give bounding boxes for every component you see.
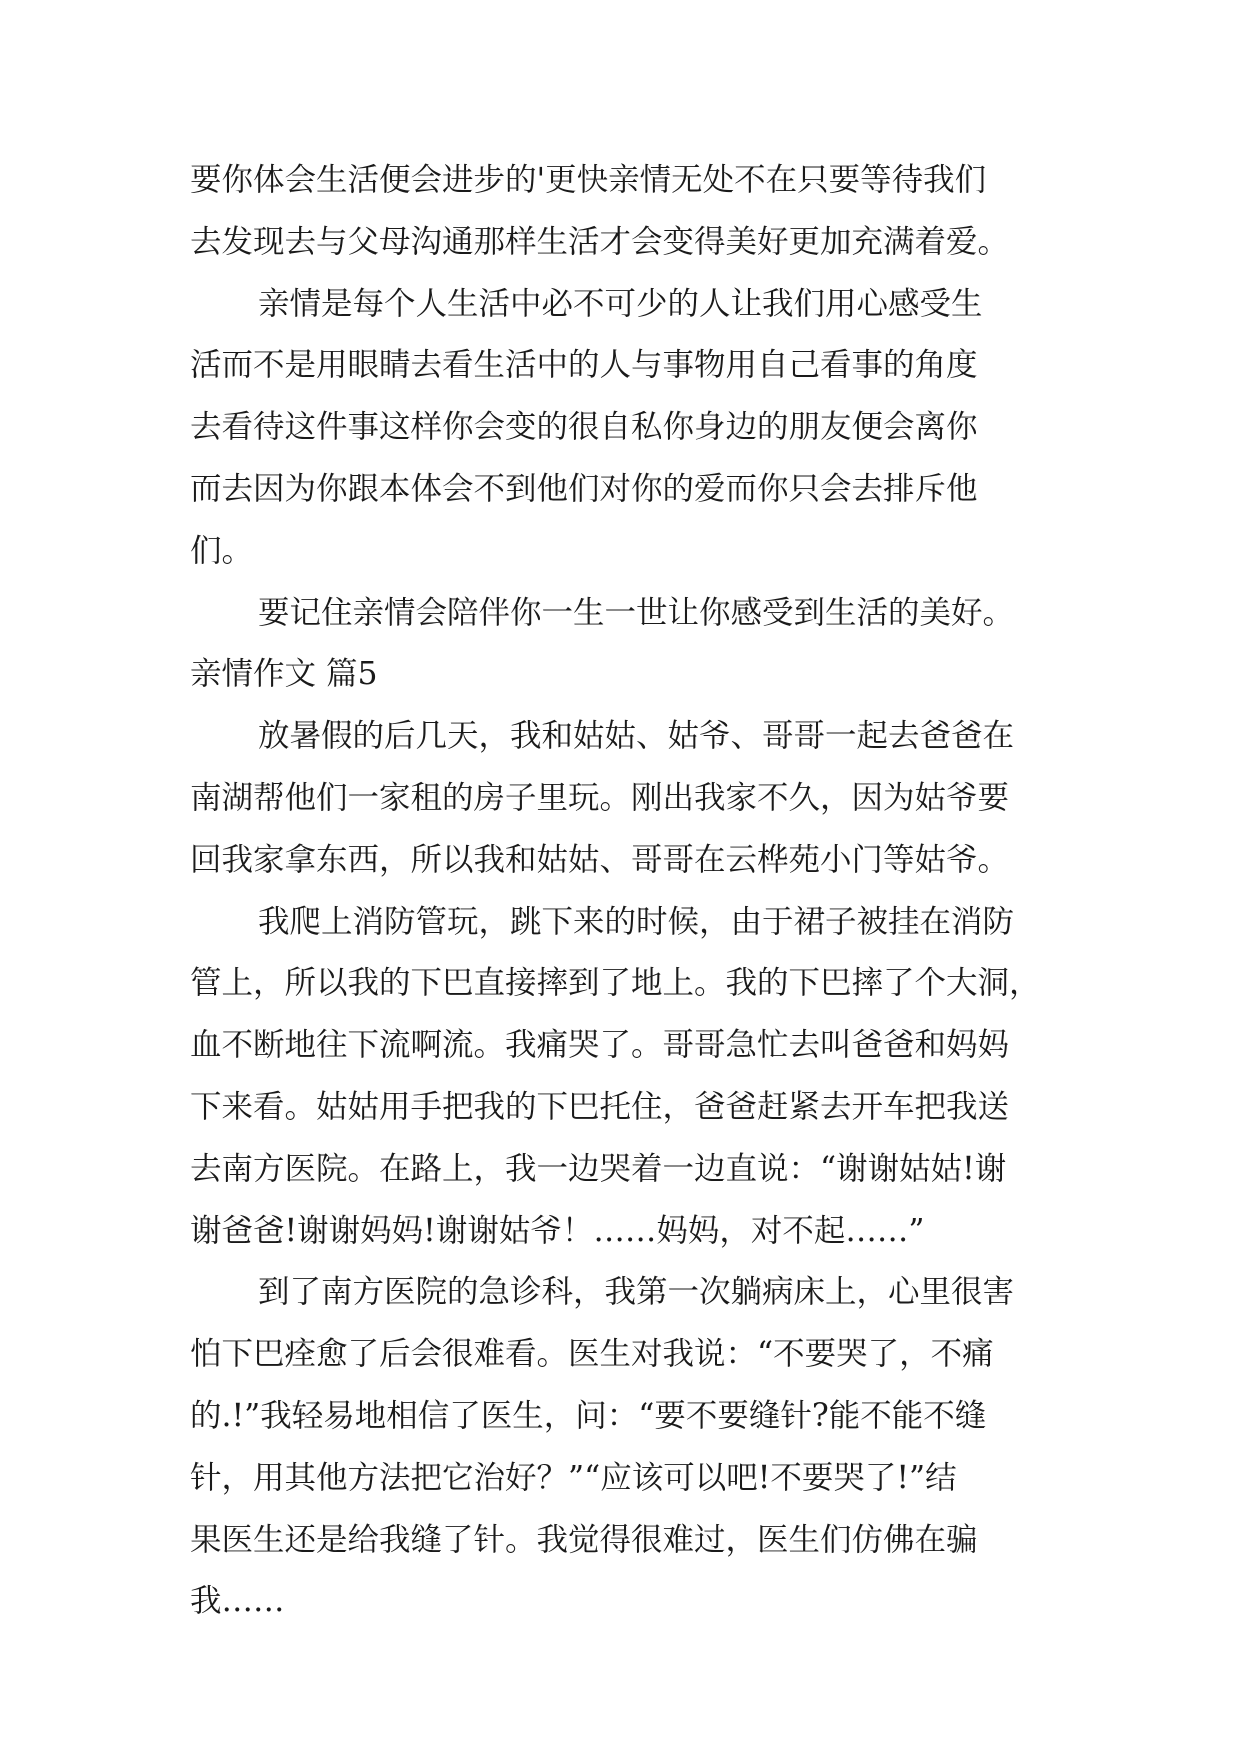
text-line: 要你体会生活便会进步的'更快亲情无处不在只要等待我们 — [190, 162, 987, 198]
essay-heading — [190, 644, 1070, 706]
paragraph-continuation — [190, 150, 1070, 274]
text-line: 谢爸爸!谢谢妈妈!谢谢姑爷！……妈妈，对不起……” — [190, 1212, 925, 1249]
paragraph-summer-trip — [190, 706, 1070, 891]
text-line: 血不断地往下流啊流。我痛哭了。哥哥急忙去叫爸爸和妈妈 — [190, 1027, 1010, 1064]
text-line: 活而不是用眼睛去看生活中的人与事物用自己看事的角度 — [190, 347, 978, 384]
text-line: 亲情作文 篇5 — [190, 656, 378, 693]
text-line: 去发现去与父母沟通那样生活才会变得美好更加充满着爱。 — [190, 223, 1010, 260]
text-line: 管上，所以我的下巴直接摔到了地上。我的下巴摔了个大洞， — [190, 965, 1041, 1002]
paragraph-accident — [190, 892, 1070, 1263]
document-body — [190, 150, 1070, 1633]
text-line: 我…… — [190, 1583, 285, 1620]
text-line: 们。 — [190, 532, 254, 569]
text-line: 去看待这件事这样你会变的很自私你身边的朋友便会离你 — [190, 409, 978, 446]
paragraph-hospital — [190, 1262, 1070, 1633]
text-line: 要记住亲情会陪伴你一生一世让你感受到生活的美好。 — [258, 594, 1015, 631]
text-line: 的.!”我轻易地相信了医生，问：“要不要缝针?能不能不缝 — [190, 1397, 987, 1434]
paragraph-remember — [190, 583, 1070, 645]
text-line: 果医生还是给我缝了针。我觉得很难过，医生们仿佛在骗 — [190, 1521, 978, 1558]
text-line: 而去因为你跟本体会不到他们对你的爱而你只会去排斥他 — [190, 470, 978, 507]
paragraph-affection-essential — [190, 274, 1070, 583]
text-line: 回我家拿东西，所以我和姑姑、哥哥在云桦苑小门等姑爷。 — [190, 841, 1010, 878]
text-line: 到了南方医院的急诊科，我第一次躺病床上，心里很害 — [258, 1274, 1015, 1311]
text-line: 南湖帮他们一家租的房子里玩。刚出我家不久，因为姑爷要 — [190, 779, 1010, 816]
text-line: 怕下巴痊愈了后会很难看。医生对我说：“不要哭了，不痛 — [190, 1336, 994, 1373]
text-line: 放暑假的后几天，我和姑姑、姑爷、哥哥一起去爸爸在 — [258, 718, 1015, 755]
text-line: 我爬上消防管玩，跳下来的时候，由于裙子被挂在消防 — [258, 903, 1015, 940]
text-line: 亲情是每个人生活中必不可少的人让我们用心感受生 — [258, 285, 983, 322]
text-line: 下来看。姑姑用手把我的下巴托住，爸爸赶紧去开车把我送 — [190, 1088, 1010, 1125]
text-line: 针，用其他方法把它治好？”“应该可以吧!不要哭了!”结 — [190, 1459, 957, 1496]
text-line: 去南方医院。在路上，我一边哭着一边直说：“谢谢姑姑!谢 — [190, 1150, 1007, 1187]
